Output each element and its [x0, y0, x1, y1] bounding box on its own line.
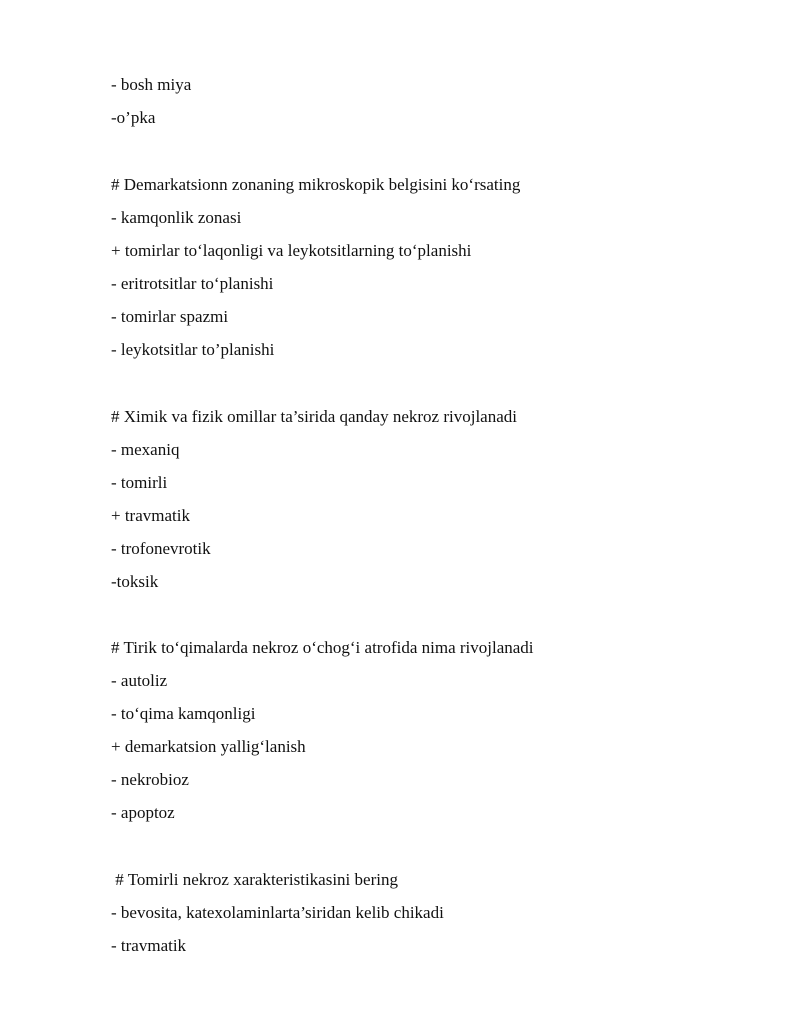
- question-line: # Tomirli nekroz xarakteristikasini bering: [111, 870, 398, 889]
- answer-line: - trofonevrotik: [111, 539, 211, 558]
- answer-line: -o’pka: [111, 108, 156, 127]
- answer-line: - tomirli: [111, 473, 168, 492]
- answer-line: - kamqonlik zonasi: [111, 208, 242, 227]
- answer-line: - leykotsitlar to’planishi: [111, 340, 275, 359]
- correct-answer-line: + travmatik: [111, 506, 190, 525]
- answer-line: - autoliz: [111, 671, 168, 690]
- correct-answer-line: + tomirlar to‘laqonligi va leykotsitlarning to‘planishi: [111, 241, 472, 260]
- question-line: # Demarkatsionn zonaning mikroskopik belgisini ko‘rsating: [111, 175, 521, 194]
- correct-answer-line: + demarkatsion yallig‘lanish: [111, 737, 306, 756]
- answer-line: - tomirlar spazmi: [111, 307, 229, 326]
- answer-line: - mexaniq: [111, 440, 180, 459]
- question-line: # Tirik to‘qimalarda nekroz o‘chog‘i atrofida nima rivojlanadi: [111, 638, 534, 657]
- question-line: # Ximik va fizik omillar ta’sirida qanday nekroz rivojlanadi: [111, 407, 517, 426]
- answer-line: - apoptoz: [111, 803, 175, 822]
- answer-line: - bosh miya: [111, 75, 192, 94]
- answer-line: - to‘qima kamqonligi: [111, 704, 256, 723]
- answer-line: - nekrobioz: [111, 770, 189, 789]
- answer-line: - bevosita, katexolaminlarta’siridan kelib chikadi: [111, 903, 444, 922]
- answer-line: - eritrotsitlar to‘planishi: [111, 274, 274, 293]
- answer-line: - travmatik: [111, 936, 187, 955]
- answer-line: -toksik: [111, 572, 159, 591]
